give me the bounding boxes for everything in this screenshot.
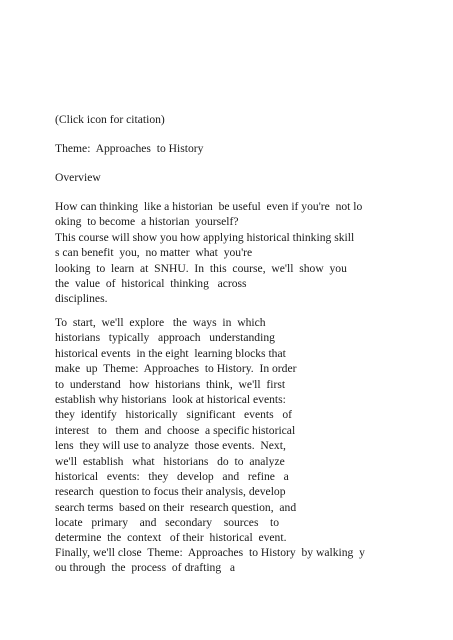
paragraph-line: historical events: they develop and refine a: [55, 469, 289, 483]
closing-paragraph: [55, 545, 415, 576]
paragraph-line: To start, we'll explore the ways in which: [55, 316, 266, 329]
paragraph-line: they identify historically significant events of: [55, 408, 292, 422]
paragraph-line: establish why historians look at historical events:: [55, 392, 286, 406]
paragraph-line: determine the context of their historical event.: [55, 531, 287, 545]
overview-paragraph: [55, 199, 415, 307]
paragraph-line: oking to become a historian yourself?: [55, 215, 239, 229]
theme-title: Theme: Approaches to History: [55, 142, 204, 155]
paragraph-line: search terms based on their research question, and: [55, 500, 297, 514]
paragraph-line: research question to focus their analysis, develop: [55, 485, 286, 499]
paragraph-line: lens they will use to analyze those events. Next,: [55, 439, 286, 453]
paragraph-line: historians typically approach understanding: [55, 331, 275, 345]
paragraph-line: ou through the process of drafting a: [55, 561, 235, 575]
paragraph-line: locate primary and secondary sources to: [55, 516, 280, 530]
overview-heading: Overview: [55, 171, 101, 184]
paragraph-line: disciplines.: [55, 292, 108, 306]
paragraph-line: we'll establish what historians do to analyze: [55, 454, 285, 468]
citation-link-text: (Click icon for citation): [55, 113, 165, 126]
paragraph-line: looking to learn at SNHU. In this course, we'll show you: [55, 261, 347, 275]
paragraph-line: the value of historical thinking across: [55, 276, 247, 290]
paragraph-line: This course will show you how applying historical thinking skill: [55, 230, 355, 244]
paragraph-line: make up Theme: Approaches to History. In order: [55, 362, 297, 376]
approach-paragraph: [55, 315, 415, 546]
citation-note: [55, 112, 415, 127]
paragraph-line: to understand how historians think, we'll first: [55, 377, 286, 391]
paragraph-line: historical events in the eight learning blocks that: [55, 346, 286, 360]
paragraph-line: s can benefit you, no matter what you're: [55, 246, 253, 260]
paragraph-line: How can thinking like a historian be useful even if you're not lo: [55, 200, 363, 213]
paragraph-line: interest to them and choose a specific historical: [55, 423, 296, 437]
paragraph-line: Finally, we'll close Theme: Approaches to History by walking y: [55, 546, 365, 559]
